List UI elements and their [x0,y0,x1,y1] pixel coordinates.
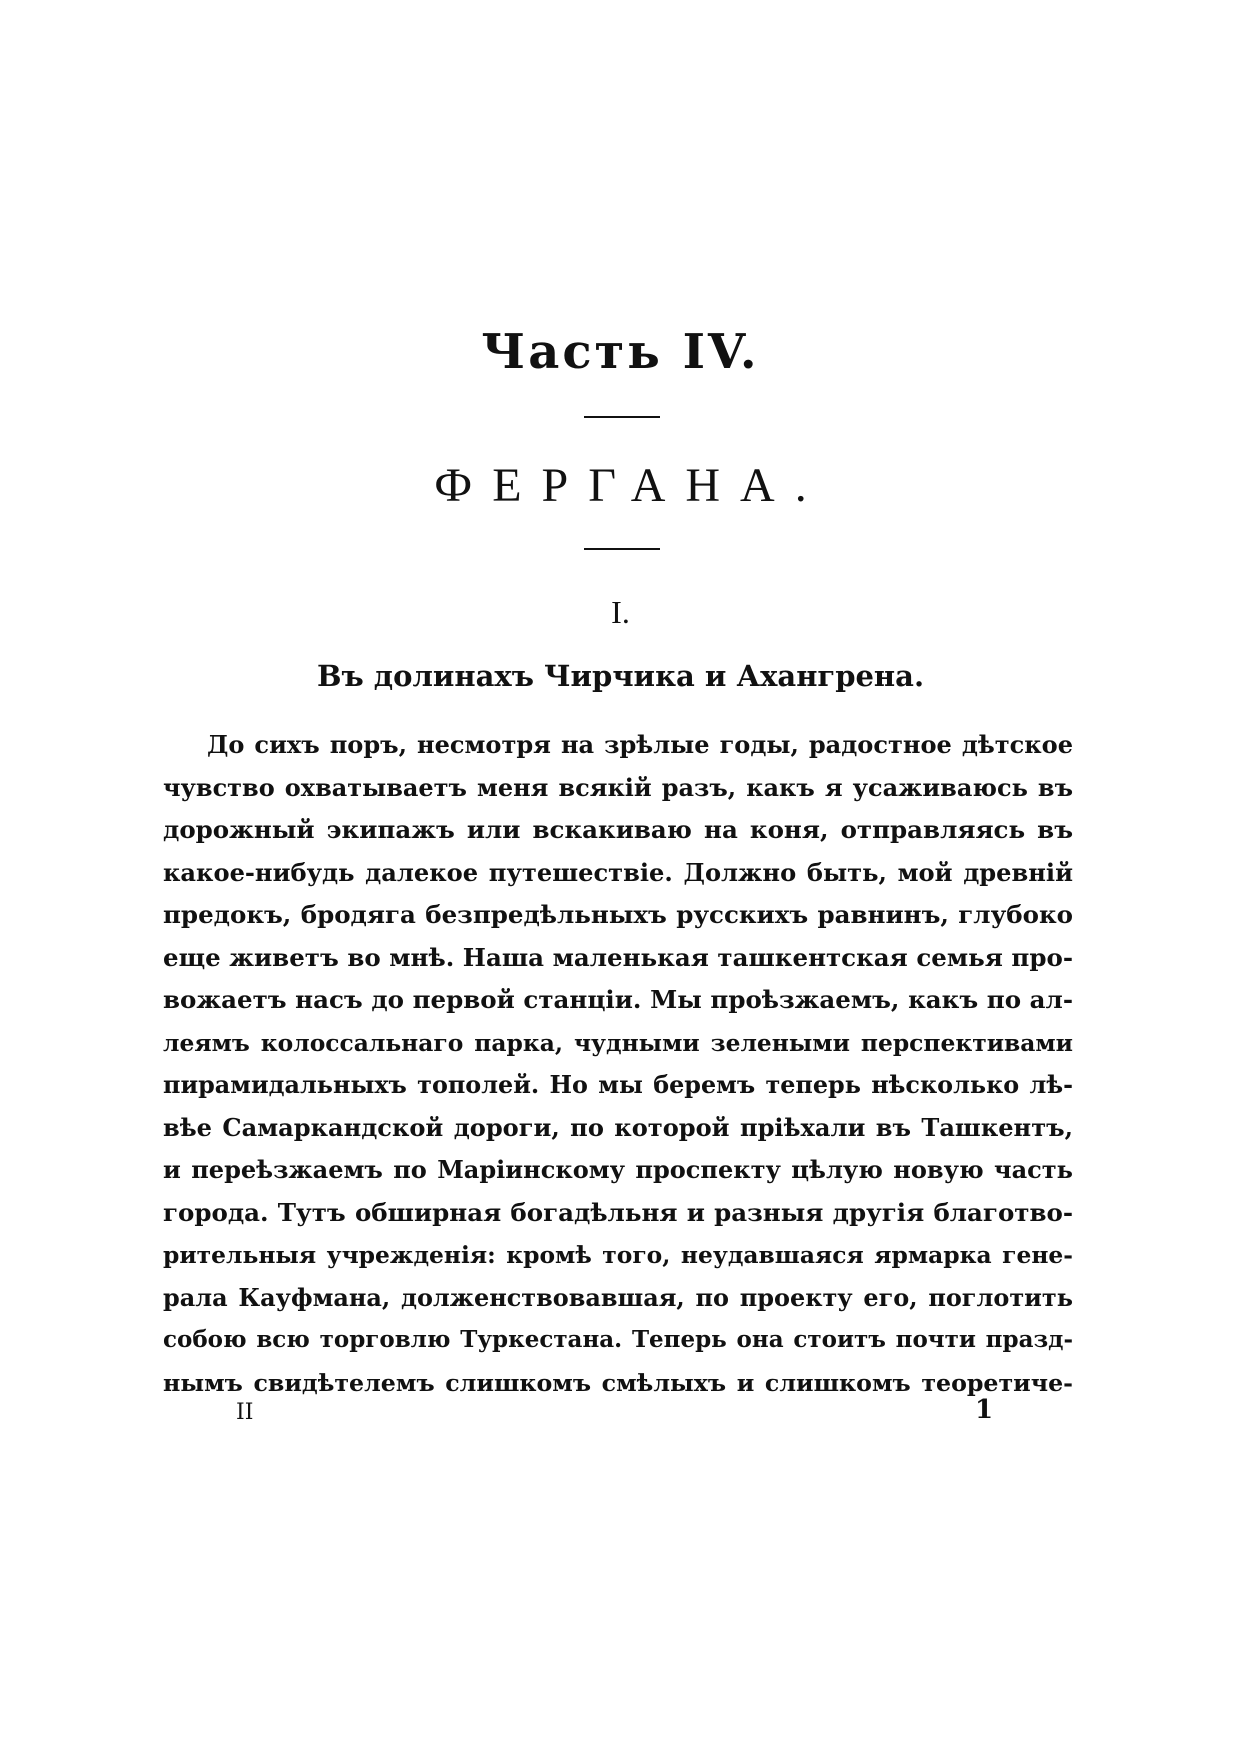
printer-signature: II [236,1400,254,1425]
text-line: и переѣзжаемъ по Маріинскому проспекту цѣлую новую часть [163,1155,1073,1184]
text-line: леямъ колоссальнаго парка, чудными зелеными перспективами [163,1028,1073,1057]
text-line: предокъ, бродяга безпредѣльныхъ русскихъ равнинъ, глубоко [163,900,1073,929]
text-line: дорожный экипажъ или вскакиваю на коня, отправляясь въ [163,815,1073,844]
text-line: города. Тутъ обширная богадѣльня и разныя другія благотво- [163,1197,1073,1227]
part-title: Часть IV. [481,324,760,380]
divider-rule [584,416,660,418]
text-line: собою всю торговлю Туркестана. Теперь она стоитъ почти празд- [163,1326,1073,1353]
page-number: 1 [975,1395,994,1425]
divider-rule [584,548,660,550]
text-line: нымъ свидѣтелемъ слишкомъ смѣлыхъ и слишкомъ теоретиче- [163,1368,1073,1397]
text-line: вѣе Самаркандской дороги, по которой пріѣхали въ Ташкентъ, [163,1112,1073,1142]
text-line: еще живетъ во мнѣ. Наша маленькая ташкентская семья про- [163,942,1073,972]
text-line: До сихъ поръ, несмотря на зрѣлые годы, радостное дѣтское [207,730,1073,759]
text-line: вожаетъ насъ до первой станціи. Мы проѣзжаемъ, какъ по ал- [163,985,1073,1014]
chapter-title: Въ долинахъ Чирчика и Ахангрена. [316,659,925,693]
text-line: пирамидальныхъ тополей. Но мы беремъ теперь нѣсколько лѣ- [163,1071,1073,1099]
body-text [163,724,1073,1404]
text-line: рала Кауфмана, долженствовавшая, по проекту его, поглотить [163,1283,1073,1312]
chapter-number: I. [611,594,630,630]
text-line: чувство охватываетъ меня всякій разъ, какъ я усаживаюсь въ [163,772,1073,802]
text-line: рительныя учрежденія: кромѣ того, неудавшаяся ярмарка гене- [163,1241,1073,1269]
text-line: какое-нибудь далекое путешествіе. Должно быть, мой древній [163,857,1073,887]
region-title: ФЕРГАНА. [434,459,827,512]
